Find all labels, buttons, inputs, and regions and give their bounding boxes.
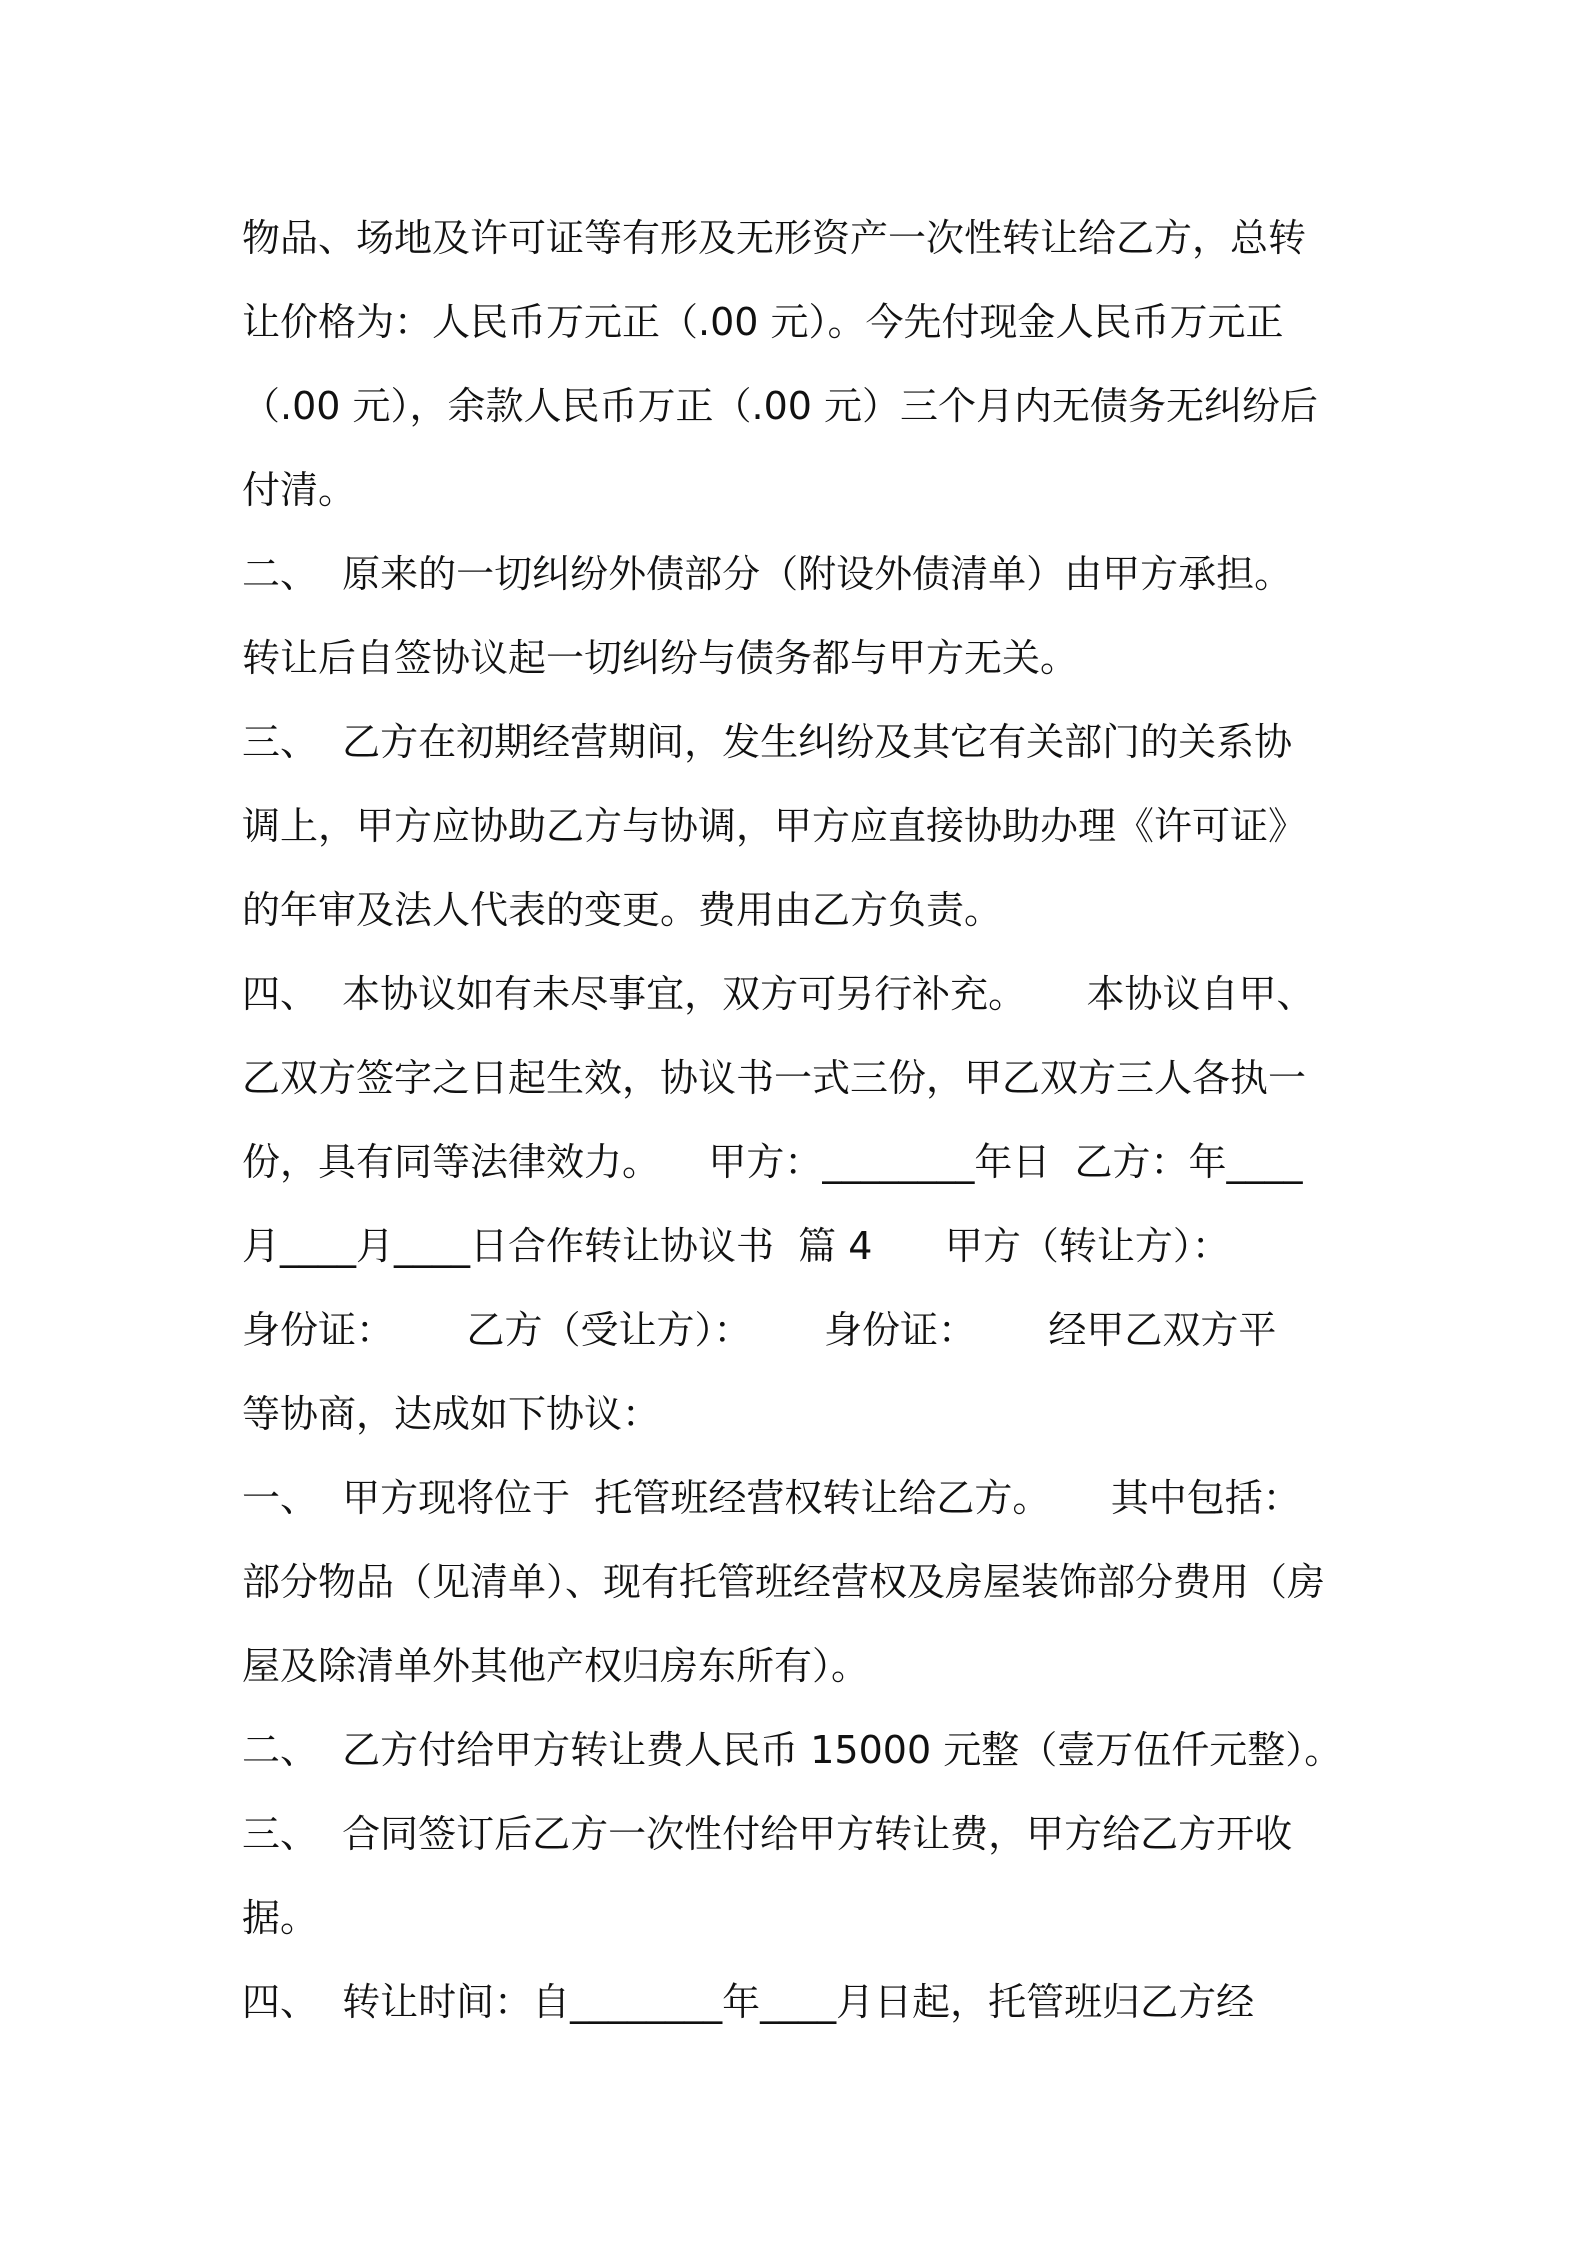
agreement-text bbox=[242, 196, 1372, 2044]
parties-line: 身份证： 乙方（受让方）： 身份证： 经甲乙双方平 bbox=[242, 1308, 1277, 1352]
clause-three-heading-line: 三、 合同签订后乙方一次性付给甲方转让费，甲方给乙方开收 bbox=[242, 1812, 1293, 1856]
section-title-line: 月____月____日合作转让协议书 篇 4 甲方（转让方）： bbox=[242, 1224, 1230, 1268]
text-line: （.00 元），余款人民币万正（.00 元）三个月内无债务无纠纷后 bbox=[242, 384, 1319, 428]
text-line: 部分物品（见清单）、现有托管班经营权及房屋装饰部分费用（房 bbox=[242, 1560, 1326, 1604]
text-line: 转让后自签协议起一切纠纷与债务都与甲方无关。 bbox=[242, 636, 1079, 680]
clause-four-heading-line: 四、 转让时间：自________年____月日起，托管班归乙方经 bbox=[242, 1980, 1255, 2024]
text-line: 乙双方签字之日起生效，协议书一式三份，甲乙双方三人各执一 bbox=[242, 1056, 1307, 1100]
signature-line: 份，具有同等法律效力。 甲方：________年日 乙方：年____ bbox=[242, 1140, 1303, 1184]
text-line: 物品、场地及许可证等有形及无形资产一次性转让给乙方，总转 bbox=[242, 216, 1307, 260]
text-line: 的年审及法人代表的变更。费用由乙方负责。 bbox=[242, 888, 1003, 932]
text-line: 付清。 bbox=[242, 468, 357, 512]
text-line: 屋及除清单外其他产权归房东所有）。 bbox=[242, 1644, 870, 1688]
clause-four-heading-line: 四、 本协议如有未尽事宜，双方可另行补充。 本协议自甲、 bbox=[242, 972, 1315, 1016]
clause-two-heading-line: 二、 乙方付给甲方转让费人民币 15000 元整（壹万伍仟元整）。 bbox=[242, 1728, 1343, 1772]
clause-two-heading-line: 二、 原来的一切纠纷外债部分（附设外债清单）由甲方承担。 bbox=[242, 552, 1293, 596]
clause-three-heading-line: 三、 乙方在初期经营期间，发生纠纷及其它有关部门的关系协 bbox=[242, 720, 1293, 764]
text-line: 等协商，达成如下协议： bbox=[242, 1392, 661, 1436]
clause-one-heading-line: 一、 甲方现将位于 托管班经营权转让给乙方。 其中包括： bbox=[242, 1476, 1301, 1520]
text-line: 让价格为：人民币万元正（.00 元）。今先付现金人民币万元正 bbox=[242, 300, 1284, 344]
text-line: 据。 bbox=[242, 1896, 319, 1940]
text-line: 调上，甲方应协助乙方与协调，甲方应直接协助办理《许可证》 bbox=[242, 804, 1307, 848]
